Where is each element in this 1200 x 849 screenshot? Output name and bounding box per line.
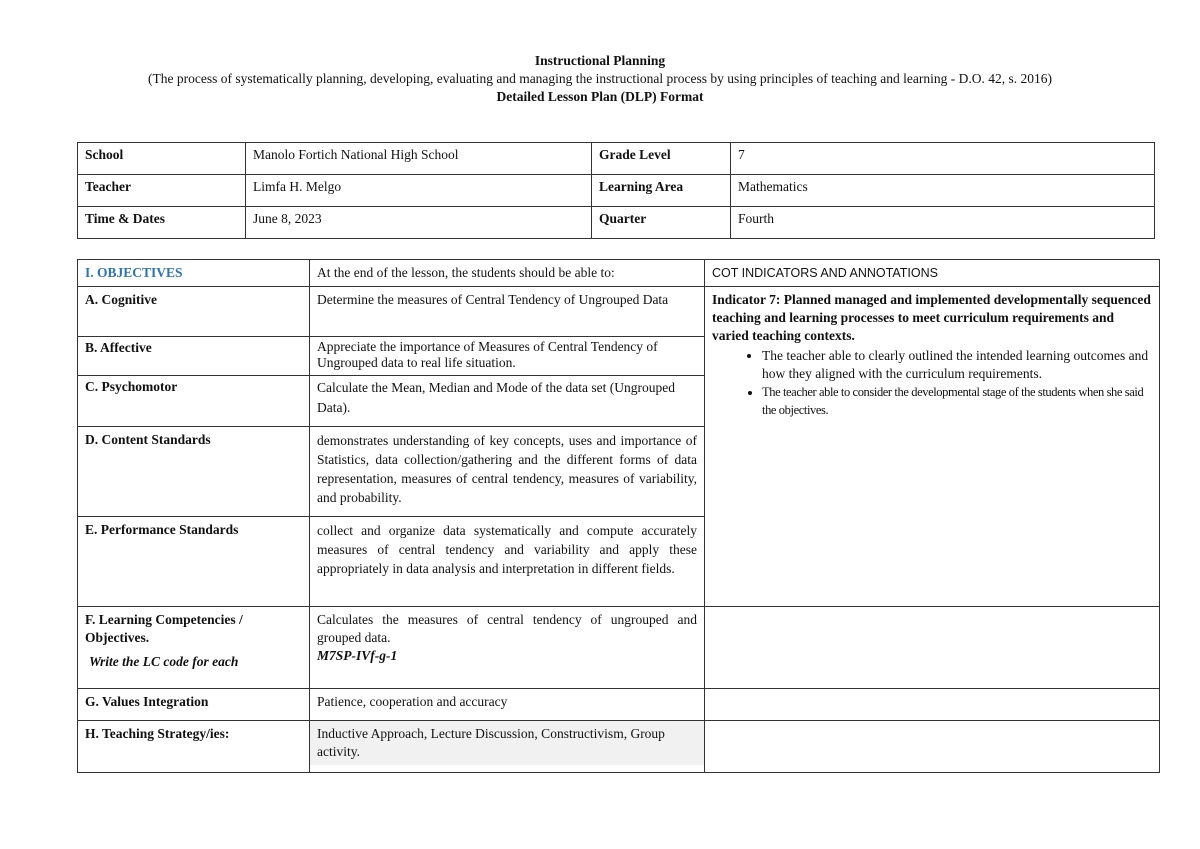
info-table: [77, 142, 1155, 239]
objectives-table: [77, 259, 1160, 773]
cognitive-value: Determine the measures of Central Tendency of Ungrouped Data: [310, 287, 705, 337]
time-label: Time & Dates: [78, 207, 246, 239]
teacher-value: Limfa H. Melgo: [246, 175, 592, 207]
affective-value: Appreciate the importance of Measures of Central Tendency of Ungrouped data to real life situation.: [310, 337, 705, 376]
document-format: Detailed Lesson Plan (DLP) Format: [496, 89, 704, 104]
competency-code: M7SP-IVf-g-1: [317, 648, 398, 663]
values-label: G. Values Integration: [78, 689, 310, 721]
area-label: Learning Area: [592, 175, 731, 207]
cot-heading: COT INDICATORS AND ANNOTATIONS: [705, 260, 1160, 287]
document-title: Instructional Planning: [534, 53, 666, 68]
time-value: June 8, 2023: [246, 207, 592, 239]
cognitive-label: A. Cognitive: [78, 287, 310, 337]
competency-note: Write the LC code for each: [89, 654, 239, 669]
indicator-title: Indicator 7: Planned managed and implemented developmentally sequenced teaching and learning processes to meet curriculum requirements and varied teaching contexts.: [712, 292, 1151, 343]
competency-value-cell: [310, 607, 705, 689]
grade-label: Grade Level: [592, 143, 731, 175]
values-cot-cell: [705, 689, 1160, 721]
content-value: demonstrates understanding of key concepts, uses and importance of Statistics, data collection/gathering and the different forms of data representation, measures of central tendency, measures of variability, and probability.: [310, 427, 705, 517]
quarter-value: Fourth: [731, 207, 1155, 239]
info-row-school: [78, 143, 1155, 175]
strategy-value: Inductive Approach, Lecture Discussion, Constructivism, Group activity.: [310, 721, 704, 765]
document-header: [80, 52, 1120, 106]
info-row-time: [78, 207, 1155, 239]
objectives-intro: At the end of the lesson, the students should be able to:: [310, 260, 705, 287]
competency-label: F. Learning Competencies / Objectives.: [85, 612, 243, 645]
school-label: School: [78, 143, 246, 175]
competency-row: [78, 607, 1160, 689]
competency-cell: [78, 607, 310, 689]
teacher-label: Teacher: [78, 175, 246, 207]
objectives-heading: I. OBJECTIVES: [78, 260, 310, 287]
competency-cot-cell: [705, 607, 1160, 689]
strategy-value-cell: [310, 721, 705, 773]
values-value: Patience, cooperation and accuracy: [310, 689, 705, 721]
area-value: Mathematics: [731, 175, 1155, 207]
cognitive-row: [78, 287, 1160, 337]
indicator-point: • The teacher able to clearly outlined the intended learning outcomes and how they aligned with the curriculum requirements.: [762, 347, 1152, 383]
info-row-teacher: [78, 175, 1155, 207]
performance-value: collect and organize data systematically and compute accurately measures of central tendency and variability and apply these appropriately in data analysis and interpretation in different fields.: [310, 517, 705, 607]
psychomotor-value: Calculate the Mean, Median and Mode of the data set (Ungrouped Data).: [310, 376, 705, 427]
cot-annotation-cell: [705, 287, 1160, 607]
affective-label: B. Affective: [78, 337, 310, 376]
objectives-header-row: [78, 260, 1160, 287]
values-row: [78, 689, 1160, 721]
competency-value: Calculates the measures of central tendency of ungrouped and grouped data.: [317, 612, 697, 645]
content-label: D. Content Standards: [78, 427, 310, 517]
quarter-label: Quarter: [592, 207, 731, 239]
indicator-point: • The teacher able to consider the developmental stage of the students when she said the objectives.: [762, 383, 1152, 419]
psychomotor-label: C. Psychomotor: [78, 376, 310, 427]
strategy-label: H. Teaching Strategy/ies:: [78, 721, 310, 773]
grade-value: 7: [731, 143, 1155, 175]
document-subtitle: (The process of systematically planning, developing, evaluating and managing the instructional process by using principles of teaching and learning - D.O. 42, s. 2016): [148, 71, 1052, 86]
strategy-cot-cell: [705, 721, 1160, 773]
school-value: Manolo Fortich National High School: [246, 143, 592, 175]
strategy-row: [78, 721, 1160, 773]
indicator-list: [712, 347, 1152, 419]
performance-label: E. Performance Standards: [78, 517, 310, 607]
